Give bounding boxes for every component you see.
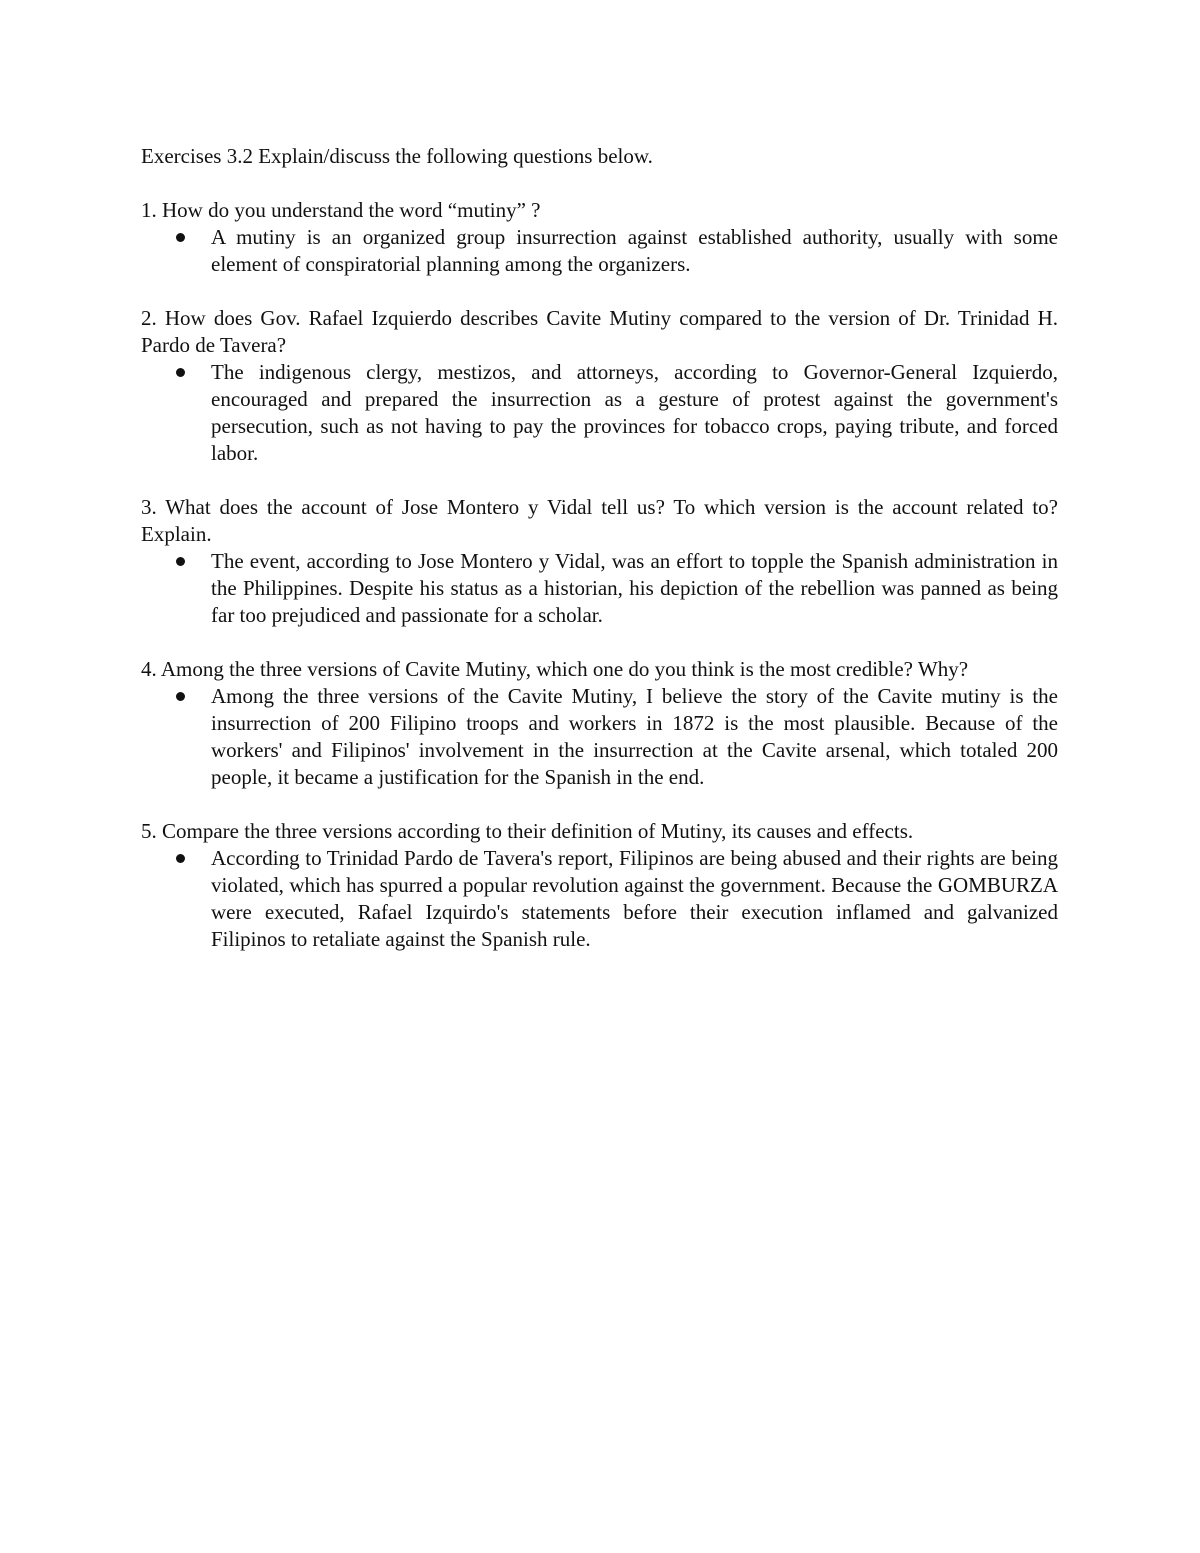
question-block-4 [141,656,1058,791]
question-text: 2. How does Gov. Rafael Izquierdo describes Cavite Mutiny compared to the version of Dr. Trinidad H. Pardo de Tavera? [141,306,1058,357]
answer-item [141,359,1058,467]
answer-text: Among the three versions of the Cavite Mutiny, I believe the story of the Cavite mutiny is the insurrection of 200 Filipino troops and workers in 1872 is the most plausible. Because of the workers' and Filipinos' involvement in the insurrection at the Cavite arsenal, which totaled 200 people, it became a justification for the Spanish in the end. [211,684,1058,789]
bullet-icon [176,557,185,566]
question-text: 5. Compare the three versions according to their definition of Mutiny, its causes and effects. [141,819,914,843]
question-text: 3. What does the account of Jose Montero y Vidal tell us? To which version is the account related to? Explain. [141,495,1058,546]
question-block-2 [141,305,1058,467]
question-block-1 [141,197,1058,278]
answer-item [141,683,1058,791]
question-text: 4. Among the three versions of Cavite Mutiny, which one do you think is the most credible? Why? [141,657,969,681]
answer-text: The event, according to Jose Montero y Vidal, was an effort to topple the Spanish administration in the Philippines. Despite his status as a historian, his depiction of the rebellion was panned as being far too prejudiced and passionate for a scholar. [211,549,1058,627]
answer-item [141,845,1058,953]
answer-item [141,548,1058,629]
answer-text: A mutiny is an organized group insurrection against established authority, usually with some element of conspiratorial planning among the organizers. [211,225,1058,276]
document-body [141,143,1058,980]
question-text: 1. How do you understand the word “mutiny” ? [141,198,541,222]
bullet-icon [176,854,185,863]
bullet-icon [176,692,185,701]
answer-text: The indigenous clergy, mestizos, and attorneys, according to Governor-General Izquierdo, encouraged and prepared the insurrection as a gesture of protest against the government's persecution, such as not having to pay the provinces for tobacco crops, paying tribute, and forced labor. [211,360,1058,465]
question-block-5 [141,818,1058,953]
question-block-3 [141,494,1058,629]
answer-text: According to Trinidad Pardo de Tavera's report, Filipinos are being abused and their rights are being violated, which has spurred a popular revolution against the government. Because the GOMBURZA were executed, Rafael Izquirdo's statements before their execution inflamed and galvanized Filipinos to retaliate against the Spanish rule. [211,846,1058,951]
bullet-icon [176,368,185,377]
answer-item [141,224,1058,278]
exercise-heading: Exercises 3.2 Explain/discuss the following questions below. [141,144,653,168]
bullet-icon [176,233,185,242]
